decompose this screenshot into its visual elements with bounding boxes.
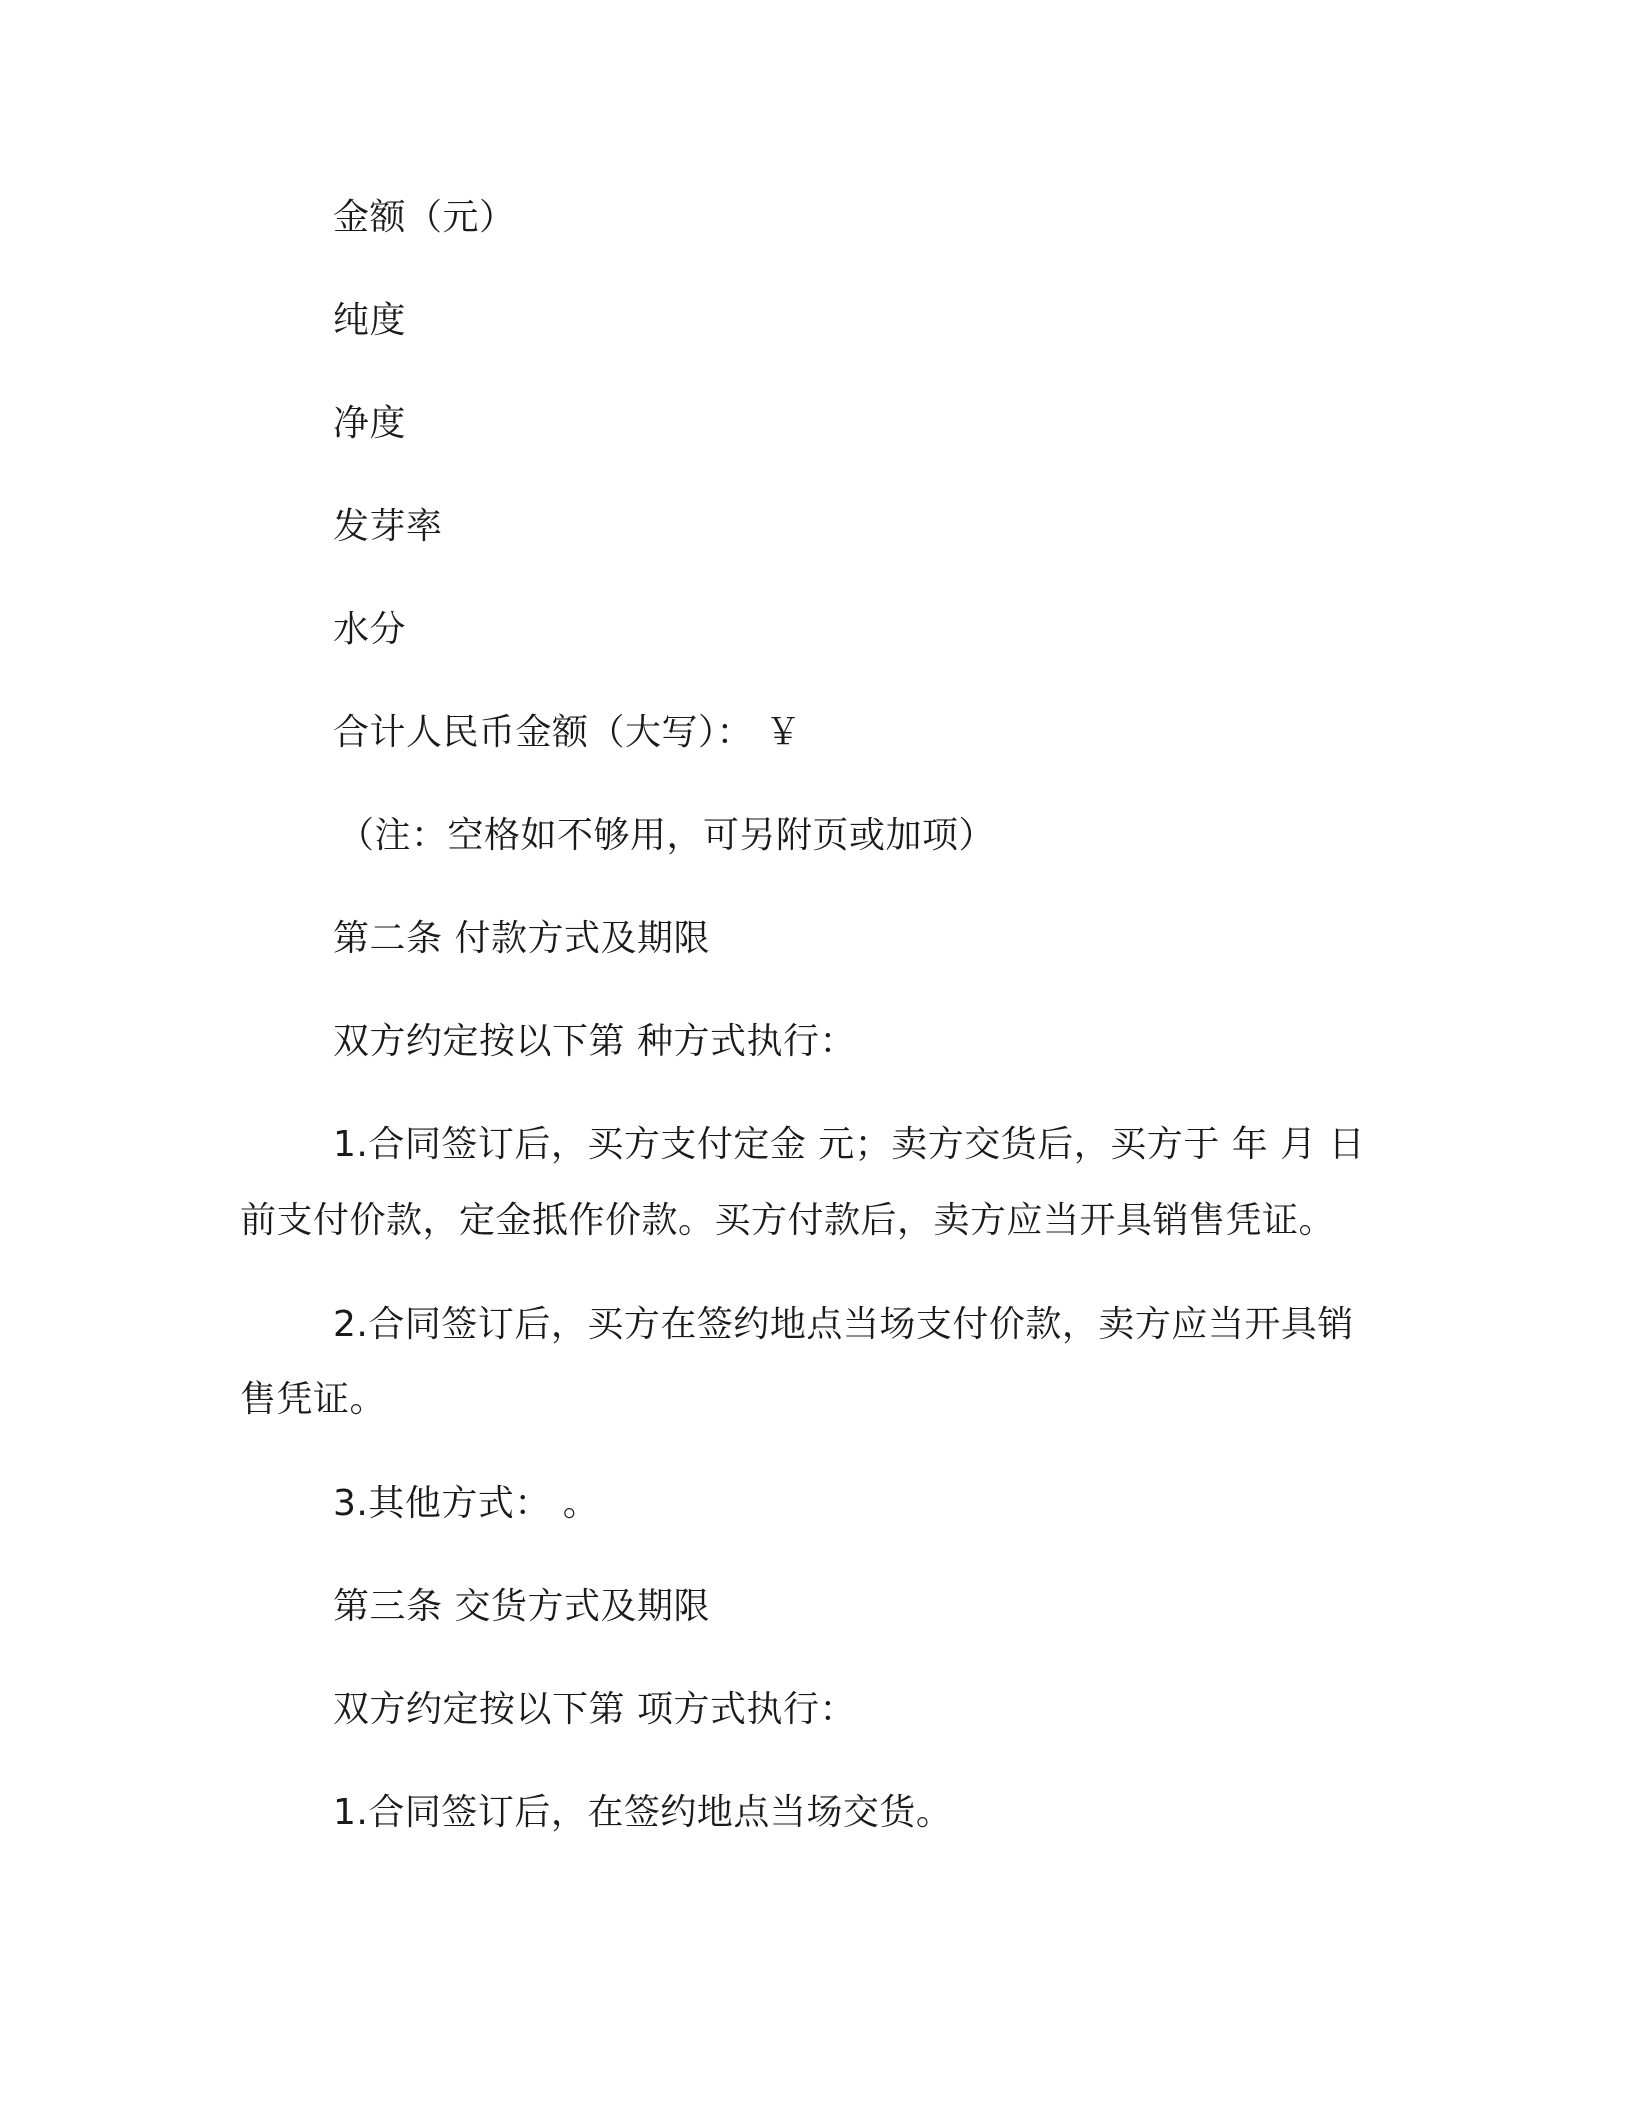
article-3-heading: 第三条 交货方式及期限 bbox=[333, 1586, 710, 1627]
field-purity-label: 纯度 bbox=[333, 300, 407, 341]
field-germination-label: 发芽率 bbox=[333, 506, 443, 547]
article-2-heading: 第二条 付款方式及期限 bbox=[333, 918, 710, 959]
field-cleanliness-label: 净度 bbox=[333, 403, 407, 444]
total-amount-line: 合计人民币金额（大写）： ￥ bbox=[333, 712, 802, 753]
article-2-item-1-line-1: 1.合同签订后，买方支付定金 元；卖方交货后，买方于 年 月 日 bbox=[333, 1124, 1366, 1165]
article-2-item-1-line-2: 前支付价款，定金抵作价款。买方付款后，卖方应当开具销售凭证。 bbox=[240, 1200, 1336, 1241]
article-3-item-1: 1.合同签订后，在签约地点当场交货。 bbox=[333, 1792, 953, 1833]
field-moisture-label: 水分 bbox=[333, 609, 407, 650]
article-2-item-3: 3.其他方式： 。 bbox=[333, 1483, 600, 1524]
article-2-intro: 双方约定按以下第 种方式执行： bbox=[333, 1021, 856, 1062]
field-amount-label: 金额（元） bbox=[333, 197, 516, 238]
note-line: （注：空格如不够用，可另附页或加项） bbox=[338, 815, 996, 856]
article-2-item-2-line-1: 2.合同签订后，买方在签约地点当场支付价款，卖方应当开具销 bbox=[333, 1304, 1354, 1345]
article-3-intro: 双方约定按以下第 项方式执行： bbox=[333, 1689, 856, 1730]
article-2-item-2-line-2: 售凭证。 bbox=[240, 1379, 387, 1420]
